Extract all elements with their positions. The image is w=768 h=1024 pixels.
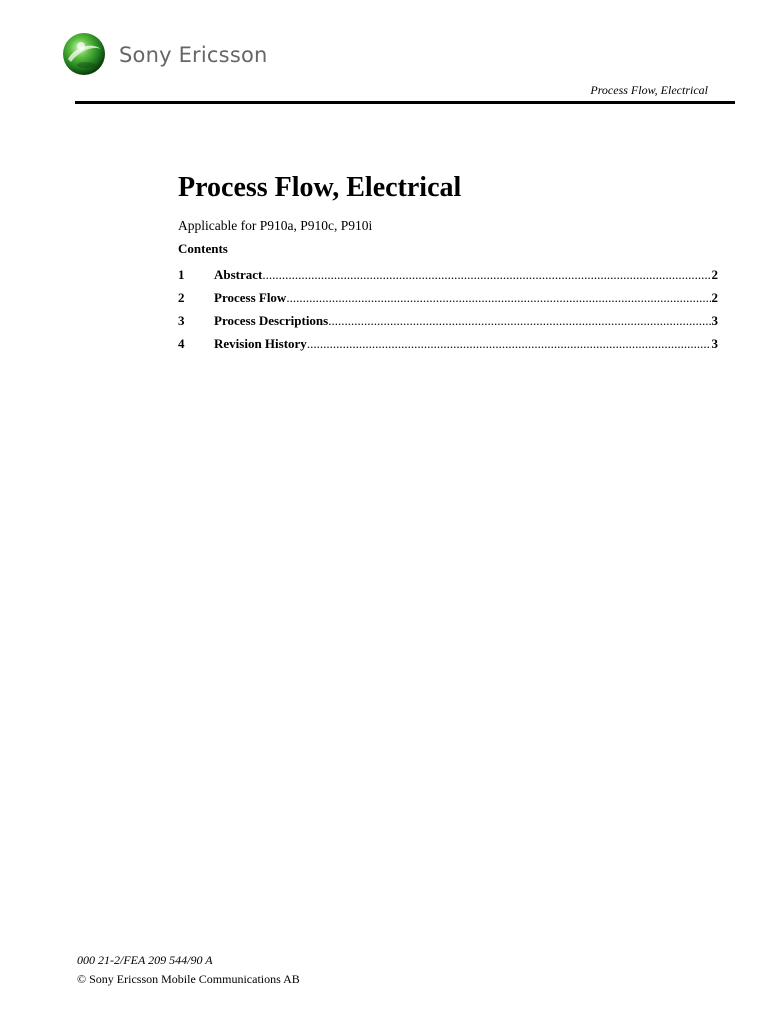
header-divider [75, 101, 735, 104]
copyright-notice: © Sony Ericsson Mobile Communications AB [77, 972, 300, 986]
toc-title: Abstract [214, 267, 263, 282]
toc-page-number: 3 [711, 313, 718, 328]
toc-title: Process Descriptions [214, 313, 329, 328]
toc-number: 1 [178, 267, 185, 282]
sony-ericsson-orb-icon [62, 32, 106, 76]
toc-number: 4 [178, 336, 185, 351]
toc-number: 3 [178, 313, 185, 328]
toc-leader-dots [307, 336, 711, 352]
toc-page-number: 2 [711, 267, 718, 282]
toc-page-number: 3 [711, 336, 718, 351]
document-number: 000 21-2/FEA 209 544/90 A [77, 953, 213, 967]
toc-entry-revision-history[interactable] [178, 336, 718, 359]
toc-page-number: 2 [711, 290, 718, 305]
toc-leader-dots [328, 313, 710, 329]
toc-title: Revision History [214, 336, 307, 351]
brand-wordmark: Sony Ericsson [119, 42, 268, 67]
table-of-contents [178, 267, 718, 359]
toc-entry-process-flow[interactable] [178, 290, 718, 313]
toc-number: 2 [178, 290, 185, 305]
toc-entry-abstract[interactable] [178, 267, 718, 290]
toc-leader-dots [262, 267, 710, 283]
document-title: Process Flow, Electrical [178, 172, 462, 203]
toc-entry-process-descriptions[interactable] [178, 313, 718, 336]
document-body [178, 170, 718, 359]
contents-heading: Contents [178, 241, 228, 256]
page-footer [77, 951, 300, 989]
running-header: Process Flow, Electrical [590, 83, 708, 97]
toc-leader-dots [286, 290, 710, 306]
brand-logo [62, 32, 268, 76]
toc-title: Process Flow [214, 290, 287, 305]
applicable-models: Applicable for P910a, P910c, P910i [178, 218, 373, 233]
